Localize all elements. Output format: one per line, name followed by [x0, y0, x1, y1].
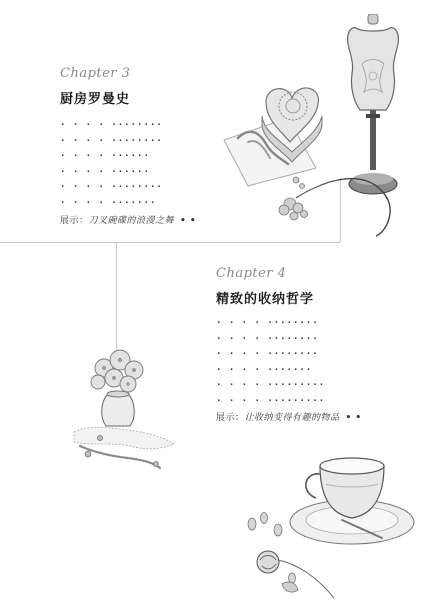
divider-bottom-vertical	[116, 242, 117, 352]
toc-list	[216, 314, 325, 407]
showcase-line[interactable]	[216, 410, 362, 423]
chapter-label: Chapter 4	[216, 266, 287, 281]
pearl-necklace-icon	[268, 140, 408, 240]
flower-vase-icon	[70, 346, 180, 476]
showcase-prefix: 展示：	[60, 216, 89, 226]
showcase-text: 刀叉碗碟的浪漫之舞	[88, 216, 175, 226]
showcase-dots: • •	[345, 413, 362, 423]
toc-item[interactable]: . . . . ........	[60, 133, 163, 144]
showcase-dots: • •	[180, 216, 197, 226]
toc-item[interactable]: . . . . .......	[60, 195, 157, 206]
chapter-label: Chapter 3	[60, 66, 131, 81]
showcase-prefix: 展示：	[216, 413, 245, 423]
toc-item[interactable]: . . . . ........	[60, 118, 163, 128]
toc-item[interactable]: . . . . ........	[216, 347, 319, 357]
toc-item[interactable]: . . . . ........	[216, 316, 319, 326]
chapter-title: 厨房罗曼史	[60, 92, 131, 107]
toc-item[interactable]: . . . . ......	[60, 164, 150, 175]
toc-item[interactable]: . . . . .........	[216, 378, 326, 388]
toc-item[interactable]: . . . . ......	[60, 149, 150, 159]
toc-item[interactable]: . . . . ........	[60, 180, 163, 190]
showcase-text: 让收纳变得有趣的物品	[244, 413, 340, 423]
rose-icon	[238, 500, 348, 600]
showcase-line[interactable]	[60, 213, 196, 226]
toc-list	[60, 116, 163, 209]
toc-item[interactable]: . . . . .......	[216, 362, 313, 373]
chapter-title: 精致的收纳哲学	[216, 292, 315, 307]
toc-item[interactable]: . . . . ........	[216, 331, 319, 342]
toc-item[interactable]: . . . . .........	[216, 393, 326, 404]
divider-top-horizontal	[0, 242, 340, 243]
